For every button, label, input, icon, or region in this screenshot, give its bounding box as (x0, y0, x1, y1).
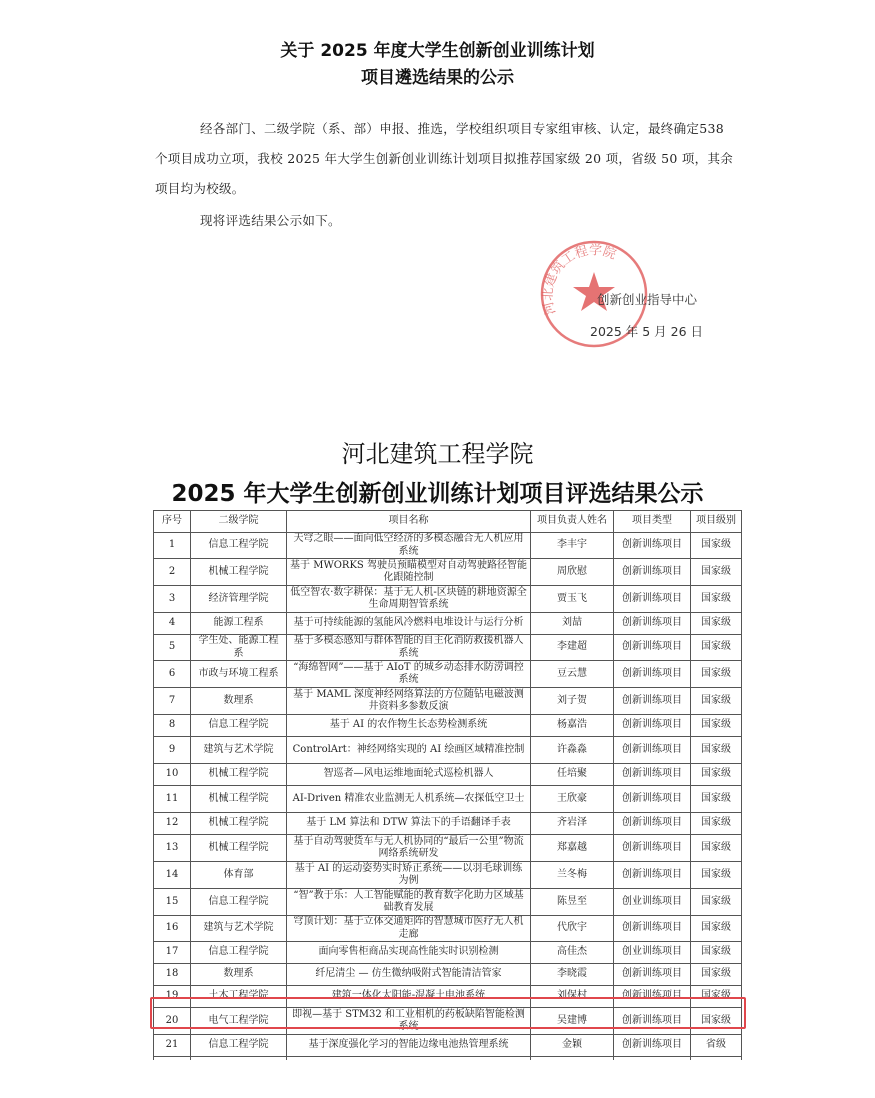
table-row (154, 737, 742, 764)
row-number: 9 (154, 737, 191, 764)
leader-name: 周欣慰 (531, 559, 614, 586)
project-name: 建筑一体化太阳能-混凝土电池系统 (287, 986, 531, 1008)
leader-name: 齐岩泽 (531, 813, 614, 835)
leader-name: 豆云慧 (531, 661, 614, 688)
project-name: 基于 AI 的农作物生长态势检测系统 (287, 715, 531, 737)
project-name: AI-Driven 精准农业监测无人机系统—农探低空卫士 (287, 786, 531, 813)
table-row (154, 1035, 742, 1057)
project-type: 创新训练项目 (614, 635, 691, 661)
project-name: 基于多模态感知与群体智能的自主化消防救援机器人系统 (287, 635, 531, 661)
table-row (154, 715, 742, 737)
notice-paragraph-1-text: 经各部门、二级学院（系、部）申报、推选，学校组织项目专家组审核、认定，最终确定538个项目成功立项，我校 2025 年大学生创新创业训练计划项目拟推荐国家级 20 项，省级 50 项，其余项目均为校级。 (155, 121, 734, 196)
leader-name: 陈昱至 (531, 889, 614, 916)
row-number: 6 (154, 661, 191, 688)
leader-name: 刘子贺 (531, 688, 614, 715)
project-name: “智”教于乐：人工智能赋能的教育数字化助力区域基础教育发展 (287, 889, 531, 916)
row-number: 20 (154, 1008, 191, 1035)
project-type: 创新训练项目 (614, 813, 691, 835)
college: 土木工程学院 (191, 986, 287, 1008)
project-name: 基于 MAML 深度神经网络算法的方位随钻电磁波测井资料多参数反演 (287, 688, 531, 715)
results-table (153, 510, 742, 1060)
row-number: 7 (154, 688, 191, 715)
leader-name: 李晓霞 (531, 964, 614, 986)
leader-name: 任培聚 (531, 764, 614, 786)
project-level: 国家级 (691, 764, 742, 786)
project-type: 创业训练项目 (614, 942, 691, 964)
college: 能源工程系 (191, 613, 287, 635)
row-number: 15 (154, 889, 191, 916)
table-row (154, 942, 742, 964)
project-type: 创新训练项目 (614, 613, 691, 635)
column-header: 序号 (154, 511, 191, 533)
table-row (154, 786, 742, 813)
leader-name: 代欣宇 (531, 916, 614, 942)
project-level: 国家级 (691, 964, 742, 986)
project-level: 省级 (691, 1035, 742, 1057)
row-number: 11 (154, 786, 191, 813)
leader-name: 王欣豪 (531, 786, 614, 813)
project-level: 国家级 (691, 986, 742, 1008)
project-level: 国家级 (691, 835, 742, 862)
notice-paragraph-2-text: 现将评选结果公示如下。 (200, 213, 341, 228)
empty-cell (614, 1057, 691, 1061)
results-title-line1: 河北建筑工程学院 (341, 440, 534, 468)
leader-name: 杨嘉浩 (531, 715, 614, 737)
table-row (154, 764, 742, 786)
signature-date: 2025 年 5 月 26 日 (590, 324, 704, 339)
column-header: 项目名称 (287, 511, 531, 533)
table-row (154, 559, 742, 586)
table-row (154, 635, 742, 661)
project-level: 国家级 (691, 1008, 742, 1035)
college: 学生处、能源工程系 (191, 635, 287, 661)
college: 信息工程学院 (191, 1035, 287, 1057)
table-row (154, 889, 742, 916)
svg-text:河北建筑工程学院: 河北建筑工程学院 (540, 243, 618, 317)
notice-title-line1: 关于 2025 年度大学生创新创业训练计划 (280, 41, 595, 61)
project-name: 穹顶计划：基于立体交通矩阵的智慧城市医疗无人机走廊 (287, 916, 531, 942)
row-number: 2 (154, 559, 191, 586)
project-name: 低空智农·数字耕保：基于无人机-区块链的耕地资源全生命周期智管系统 (287, 586, 531, 613)
table-row (154, 964, 742, 986)
project-type: 创新训练项目 (614, 737, 691, 764)
table-row (154, 688, 742, 715)
row-number: 8 (154, 715, 191, 737)
college: 体育部 (191, 862, 287, 889)
project-level: 国家级 (691, 715, 742, 737)
college: 建筑与艺术学院 (191, 737, 287, 764)
row-number: 10 (154, 764, 191, 786)
project-level: 国家级 (691, 661, 742, 688)
project-type: 创新训练项目 (614, 715, 691, 737)
table-row (154, 661, 742, 688)
college: 建筑与艺术学院 (191, 916, 287, 942)
row-number: 1 (154, 533, 191, 559)
row-number: 21 (154, 1035, 191, 1057)
college: 市政与环境工程系 (191, 661, 287, 688)
college: 信息工程学院 (191, 715, 287, 737)
project-level: 国家级 (691, 813, 742, 835)
project-type: 创新训练项目 (614, 764, 691, 786)
project-type: 创新训练项目 (614, 986, 691, 1008)
project-type: 创新训练项目 (614, 559, 691, 586)
leader-name: 郑嘉越 (531, 835, 614, 862)
leader-name: 刘喆 (531, 613, 614, 635)
row-number: 19 (154, 986, 191, 1008)
row-number: 13 (154, 835, 191, 862)
college: 机械工程学院 (191, 559, 287, 586)
project-type: 创新训练项目 (614, 964, 691, 986)
project-type: 创新训练项目 (614, 1035, 691, 1057)
project-type: 创业训练项目 (614, 889, 691, 916)
college: 信息工程学院 (191, 533, 287, 559)
row-number: 3 (154, 586, 191, 613)
project-name: 纤尼清尘 — 仿生微纳吸附式智能清洁管家 (287, 964, 531, 986)
table-header-row (154, 511, 742, 533)
column-header: 项目负责人姓名 (531, 511, 614, 533)
project-level: 国家级 (691, 786, 742, 813)
project-name: 基于 LM 算法和 DTW 算法下的手语翻译手表 (287, 813, 531, 835)
leader-name: 兰冬梅 (531, 862, 614, 889)
project-level: 国家级 (691, 559, 742, 586)
project-level: 国家级 (691, 613, 742, 635)
college: 数理系 (191, 964, 287, 986)
column-header: 二级学院 (191, 511, 287, 533)
project-name: 面向零售柜商品实现高性能实时识别检测 (287, 942, 531, 964)
table-row (154, 613, 742, 635)
project-level: 国家级 (691, 586, 742, 613)
project-level: 国家级 (691, 942, 742, 964)
project-type: 创新训练项目 (614, 688, 691, 715)
leader-name: 金颖 (531, 1035, 614, 1057)
signature-department: 创新创业指导中心 (597, 292, 698, 307)
project-level: 国家级 (691, 688, 742, 715)
college: 信息工程学院 (191, 942, 287, 964)
table-row (154, 533, 742, 559)
project-type: 创新训练项目 (614, 862, 691, 889)
college: 数理系 (191, 688, 287, 715)
leader-name: 李建超 (531, 635, 614, 661)
project-name: “海绵智网”——基于 AIoT 的城乡动态排水防涝调控系统 (287, 661, 531, 688)
project-level: 国家级 (691, 889, 742, 916)
project-level: 国家级 (691, 737, 742, 764)
table-row (154, 916, 742, 942)
college: 电气工程学院 (191, 1008, 287, 1035)
project-name: 基于 AI 的运动姿势实时矫正系统——以羽毛球训练为例 (287, 862, 531, 889)
project-type: 创新训练项目 (614, 586, 691, 613)
row-number: 5 (154, 635, 191, 661)
college: 经济管理学院 (191, 586, 287, 613)
project-name: 基于可持续能源的氢能风冷燃料电堆设计与运行分析 (287, 613, 531, 635)
leader-name: 贾玉飞 (531, 586, 614, 613)
leader-name: 李丰宇 (531, 533, 614, 559)
project-name: 即视—基于 STM32 和工业相机的药板缺陷智能检测系统 (287, 1008, 531, 1035)
project-level: 国家级 (691, 635, 742, 661)
empty-cell (191, 1057, 287, 1061)
empty-cell (691, 1057, 742, 1061)
leader-name: 高佳杰 (531, 942, 614, 964)
table-row (154, 862, 742, 889)
column-header: 项目类型 (614, 511, 691, 533)
project-name: 基于 MWORKS 驾驶员预瞄模型对自动驾驶路径智能化跟随控制 (287, 559, 531, 586)
project-type: 创新训练项目 (614, 835, 691, 862)
leader-name: 吴建博 (531, 1008, 614, 1035)
column-header: 项目级别 (691, 511, 742, 533)
project-name: ControlArt：神经网络实现的 AI 绘画区域精准控制 (287, 737, 531, 764)
leader-name: 刘保村 (531, 986, 614, 1008)
project-level: 国家级 (691, 862, 742, 889)
college: 机械工程学院 (191, 786, 287, 813)
table-row (154, 586, 742, 613)
project-type: 创新训练项目 (614, 661, 691, 688)
college: 机械工程学院 (191, 835, 287, 862)
row-number: 18 (154, 964, 191, 986)
row-number: 4 (154, 613, 191, 635)
row-number: 17 (154, 942, 191, 964)
leader-name: 许淼淼 (531, 737, 614, 764)
empty-cell (531, 1057, 614, 1061)
college: 机械工程学院 (191, 764, 287, 786)
project-type: 创新训练项目 (614, 786, 691, 813)
row-number: 12 (154, 813, 191, 835)
table-row (154, 835, 742, 862)
college: 信息工程学院 (191, 889, 287, 916)
row-number: 16 (154, 916, 191, 942)
college: 机械工程学院 (191, 813, 287, 835)
project-name: 智巡者—风电运维地面轮式巡检机器人 (287, 764, 531, 786)
project-name: 基于深度强化学习的智能边缘电池热管理系统 (287, 1035, 531, 1057)
notice-title-line2: 项目遴选结果的公示 (361, 68, 514, 88)
project-type: 创新训练项目 (614, 916, 691, 942)
empty-cell (154, 1057, 191, 1061)
results-title-line2: 2025 年大学生创新创业训练计划项目评选结果公示 (171, 481, 704, 507)
row-number: 14 (154, 862, 191, 889)
project-level: 国家级 (691, 533, 742, 559)
highlight-box-row-20 (150, 997, 746, 1029)
project-type: 创新训练项目 (614, 533, 691, 559)
project-level: 国家级 (691, 916, 742, 942)
project-name: 天穹之眼——面向低空经济的多模态融合无人机应用系统 (287, 533, 531, 559)
empty-cell (287, 1057, 531, 1061)
table-row (154, 813, 742, 835)
table-row-partial (154, 1057, 742, 1061)
project-name: 基于自动驾驶货车与无人机协同的“最后一公里”物流网络系统研发 (287, 835, 531, 862)
project-type: 创新训练项目 (614, 1008, 691, 1035)
